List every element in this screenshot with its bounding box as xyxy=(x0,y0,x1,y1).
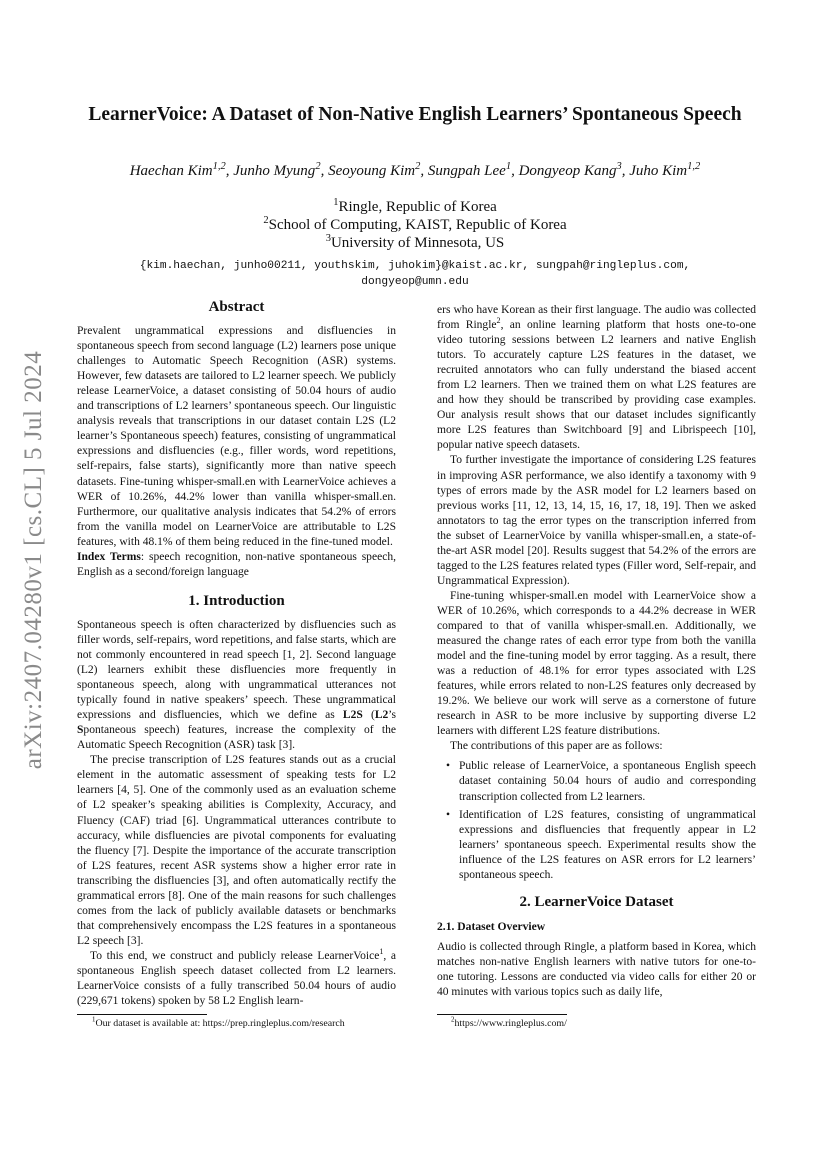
affiliation-mark: 1 xyxy=(333,197,339,208)
footnote-1 xyxy=(92,1018,345,1030)
author-affiliation-mark: 2 xyxy=(415,161,421,172)
bold-term: L2 xyxy=(374,709,389,722)
author-name: Haechan Kim xyxy=(129,163,213,179)
index-terms xyxy=(77,550,396,580)
text-run: pontaneous speech) features, increase the complexity of the Automatic Speech Recognition (ASR) task [3]. xyxy=(77,724,396,752)
author-name: Seoyoung Kim xyxy=(328,163,416,179)
bold-term: L2S xyxy=(342,709,363,722)
contributions-lead: The contributions of this paper are as follows: xyxy=(450,740,663,753)
footnote-2 xyxy=(451,1018,567,1030)
dataset-overview-paragraph: Audio is collected through Ringle, a platform based in Korea, which matches non-native English learners with native tutors for one-to-one tutoring. Lessons are conducted via video calls for either 20 or 40 minutes with various topics such as daily life, xyxy=(437,940,756,999)
contribution-text: Identification of L2S features, consisting of ungrammatical expressions and disfluencies that frequently appear in L2 learners’ spontaneous speech. Experimental results show the influence of the L2S features on ASR errors for L2 learners’ spontaneous speech. xyxy=(459,808,756,881)
affiliation-mark: 3 xyxy=(325,233,331,244)
author-affiliation-mark: 1,2 xyxy=(687,161,701,172)
intro-paragraph-3-continued xyxy=(437,303,756,453)
intro-paragraph-1 xyxy=(77,618,396,753)
arxiv-stamp-text: arXiv:2407.04280v1 [cs.CL] 5 Jul 2024 xyxy=(20,350,47,770)
subsection-heading-overview: 2.1. Dataset Overview xyxy=(437,919,546,933)
section-heading-introduction: 1. Introduction xyxy=(188,592,285,609)
contribution-text: Public release of LearnerVoice, a spontaneous English speech dataset containing 50.04 hours of audio and corresponding transcription collected from L2 learners. xyxy=(459,760,756,803)
intro-paragraph-3 xyxy=(77,949,396,1009)
affiliation-text: University of Minnesota, US xyxy=(330,235,505,251)
paper-title: LearnerVoice: A Dataset of Non-Native English Learners’ Spontaneous Speech xyxy=(88,104,742,125)
affiliation-text: School of Computing, KAIST, Republic of Korea xyxy=(268,217,567,233)
bullet-dot: • xyxy=(446,760,451,773)
author-list: Haechan Kim$^{1,2}$, Junho Myung$^2$, Seoyoung Kim$^2$, Sungpah Lee$^1$, Dongyeop Kang$^3$, Juho Kim$^{1,2}$ xyxy=(129,161,701,179)
author-name: Junho Myung xyxy=(233,163,316,179)
footnote-mark: 2 xyxy=(496,316,501,326)
footnote-text: https://www.ringleplus.com/ xyxy=(454,1018,567,1029)
contributions-list xyxy=(437,759,756,882)
intro-paragraph-2: The precise transcription of L2S features stands out as a crucial element in the automatic assessment of speaking tests for L2 learners [4, 5]. One of the commonly used as an evaluation scheme of L2 speaker’s speaking abilities is Complexity, Accuracy, and Fluency (CAF) triad [6]. Ungrammatical utterances contribute to accuracy, while disfluencies are pivotal components for evaluating the fluency [7]. Despite the importance of the accurate transcription of L2S features, recent ASR systems show a higher error rate in transcribing the disfluencies [3], and often automatically rectify the grammatical errors [8]. One of the main reasons for such challenges comes from the lack of publicly available datasets or benchmarks that comprehensively encompass the L2S features in a spontaneous L2 speech [3]. xyxy=(77,754,396,947)
affiliation-3 xyxy=(70,235,760,252)
contribution-item xyxy=(437,808,756,883)
contribution-item xyxy=(437,759,756,804)
footnote-rule xyxy=(437,1014,567,1015)
left-column xyxy=(77,300,396,1009)
author-emails xyxy=(90,258,740,290)
text-run: , an online learning platform that hosts one-to-one video tutoring sessions between L2 learners and native English tutors. To accurately capture L2S features in the dataset, we recruited annotators who can fully understand the biased accent from L2 learners. Then we trained them on what L2S features are and how they should be transcribed by providing case examples. Our analysis result shows that our dataset includes significantly more L2S features than Switchboard [9] and Librispeech [10], popular native speech datasets. xyxy=(437,319,756,452)
right-column xyxy=(437,303,756,1000)
affiliation-2 xyxy=(70,217,760,234)
text-run: ’s xyxy=(388,709,396,722)
author-affiliation-mark: 1 xyxy=(505,161,512,172)
abstract-body: Prevalent ungrammatical expressions and disfluencies in spontaneous speech from second language (L2) learners pose unique challenges to Automatic Speech Recognition (ASR) systems. However, few datasets are tailored to L2 learner speech. We publicly release LearnerVoice, a dataset consisting of 50.04 hours of audio and transcriptions of L2 learners’ spontaneous speech. Our linguistic analysis reveals that transcriptions in our dataset contain L2S (L2 learner’s Spontaneous speech) features, consisting of ungrammatical expressions and disfluencies (e.g., filler words, word repetitions, self-repairs, false starts), significantly more than native speech datasets. Fine-tuning whisper-small.en with LearnerVoice achieves a WER of 10.26%, 44.2% lower than vanilla whisper-small.en. Furthermore, our qualitative analysis indicates that 54.2% of errors from the vanilla model on LearnerVoice are attributable to L2S features, with 48.1% of them being reduced in the fine-tuned model. xyxy=(77,325,396,548)
footnote-rule xyxy=(77,1014,207,1015)
text-run: ers who have Korean as their first language. The audio was collected from Ringle xyxy=(437,304,756,332)
text-run: Spontaneous speech is often characterized by disfluencies such as filler words, self-repairs, word repetitions, and false starts, which are not commonly encountered in read speech [1, 2]. Second language (L2) learners exhibit these disfluencies more frequently in spontaneous speech, along with ungrammatical utterances not typically found in native speakers’ speech. These ungrammatical expressions and disfluencies, which we define as xyxy=(77,618,396,722)
text-run: , a spontaneous English speech dataset collected from L2 learners. LearnerVoice consists of a fully transcribed 50.04 hours of audio (229,671 tokens) spoken by 58 L2 English learn- xyxy=(77,949,396,1008)
email-line: dongyeop@umn.edu xyxy=(361,276,469,288)
footnote-text: Our dataset is available at: https://prep.ringleplus.com/research xyxy=(95,1018,345,1029)
bold-term: S xyxy=(77,724,84,737)
author-name: Sungpah Lee xyxy=(427,163,506,179)
index-terms-label: Index Terms xyxy=(77,550,141,563)
author-affiliation-mark: 1,2 xyxy=(212,161,226,172)
author-name: Dongyeop Kang xyxy=(518,163,617,179)
section-heading-dataset: 2. LearnerVoice Dataset xyxy=(519,893,674,910)
intro-paragraph-5: Fine-tuning whisper-small.en model with LearnerVoice show a WER of 10.26%, which corresponds to a 44.2% decrease in WER compared to that of vanilla whisper-small.en. Additionally, we measured the change rates of each error type from both the vanilla model and the fine-tuning model by error tagging. As a result, there was a reduction of 48.1% for error types associated with L2S features, while errors related to non-L2S features only decreased by 19.2%. We believe our work will serve as a cornerstone of future research in ASR to be more inclusive by supporting diverse L2 learners with different L2S feature distributions. xyxy=(437,589,756,738)
abstract-heading: Abstract xyxy=(208,299,265,315)
index-terms-text: : speech recognition, non-native spontaneous speech, English as a second/foreign language xyxy=(77,550,396,578)
footnote-mark: 2 xyxy=(451,1016,455,1024)
affiliation-mark: 2 xyxy=(263,215,269,226)
footnote-mark: 1 xyxy=(379,947,384,957)
text-run: ( xyxy=(362,709,375,722)
arxiv-identifier-stamp xyxy=(14,260,54,860)
author-affiliation-mark: 2 xyxy=(315,161,321,172)
text-run: To this end, we construct and publicly release LearnerVoice xyxy=(90,949,380,962)
author-name: Juho Kim xyxy=(629,163,688,179)
affiliation-1 xyxy=(70,199,760,216)
intro-paragraph-4: To further investigate the importance of considering L2S features in improving ASR performance, we also identify a taxonomy with 9 types of errors made by the ASR model for L2 learners based on previous works [11, 12, 13, 14, 15, 16, 17, 18, 19]. Then we asked annotators to tag the error types on the transcription inferred from the subset of LearnerVoice by vanilla whisper-small.en, a state-of-the-art ASR model [20]. Results suggest that 54.2% of the errors are tagged to the L2S features related types (Filler word, Self-repair, and Ungrammatical Expression). xyxy=(437,454,756,587)
email-line: {kim.haechan, junho00211, youthskim, juhokim}@kaist.ac.kr, sungpah@ringleplus.com, xyxy=(139,260,691,272)
affiliation-text: Ringle, Republic of Korea xyxy=(338,199,497,215)
author-affiliation-mark: 3 xyxy=(616,161,622,172)
footnote-mark: 1 xyxy=(92,1016,96,1024)
bullet-dot: • xyxy=(446,808,451,821)
